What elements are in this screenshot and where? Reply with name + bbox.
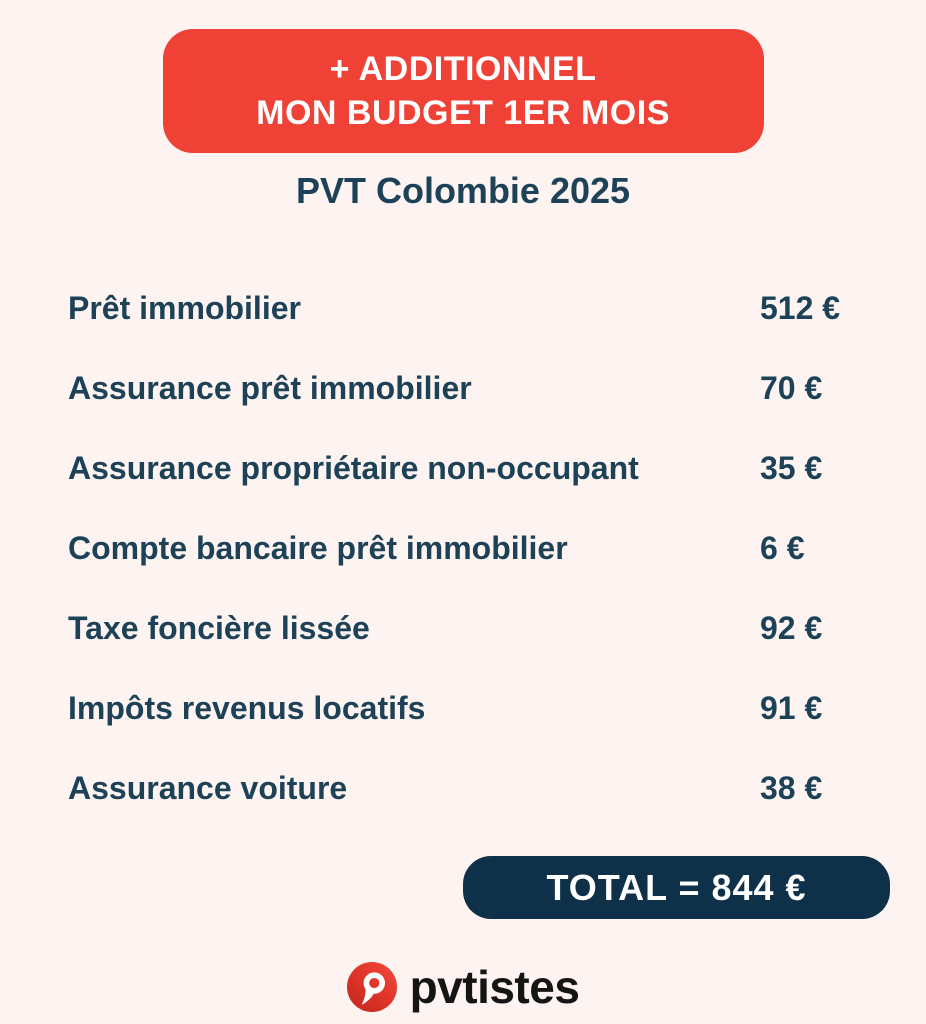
budget-row	[68, 448, 886, 488]
pvtistes-pin-icon	[347, 962, 397, 1012]
header-banner	[163, 29, 764, 153]
budget-item-value: 6 €	[760, 529, 805, 566]
budget-item-value: 70 €	[760, 369, 823, 406]
header-line-1: + ADDITIONNEL	[329, 50, 597, 88]
budget-item-value: 91 €	[760, 689, 823, 726]
budget-item-value: 35 €	[760, 449, 823, 486]
brand-footer	[0, 962, 926, 1012]
budget-row	[68, 528, 886, 568]
budget-row	[68, 288, 886, 328]
budget-row	[68, 368, 886, 408]
budget-row	[68, 688, 886, 728]
budget-item-label: Assurance voiture	[68, 769, 348, 806]
budget-item-label: Prêt immobilier	[68, 289, 301, 326]
budget-row	[68, 768, 886, 808]
budget-item-value: 92 €	[760, 609, 823, 646]
header-line-2: MON BUDGET 1ER MOIS	[256, 94, 670, 132]
budget-item-label: Compte bancaire prêt immobilier	[68, 529, 568, 566]
budget-row	[68, 608, 886, 648]
budget-item-label: Assurance propriétaire non-occupant	[68, 449, 639, 486]
budget-item-label: Assurance prêt immobilier	[68, 369, 472, 406]
budget-item-value: 512 €	[760, 289, 841, 326]
budget-item-value: 38 €	[760, 769, 823, 806]
total-banner	[463, 856, 890, 919]
total-label: TOTAL = 844 €	[546, 866, 807, 908]
budget-list	[0, 288, 926, 808]
budget-item-label: Impôts revenus locatifs	[68, 689, 426, 726]
page-subtitle: PVT Colombie 2025	[295, 170, 631, 211]
brand-wordmark: pvtistes	[409, 961, 580, 1013]
budget-item-label: Taxe foncière lissée	[68, 609, 370, 646]
